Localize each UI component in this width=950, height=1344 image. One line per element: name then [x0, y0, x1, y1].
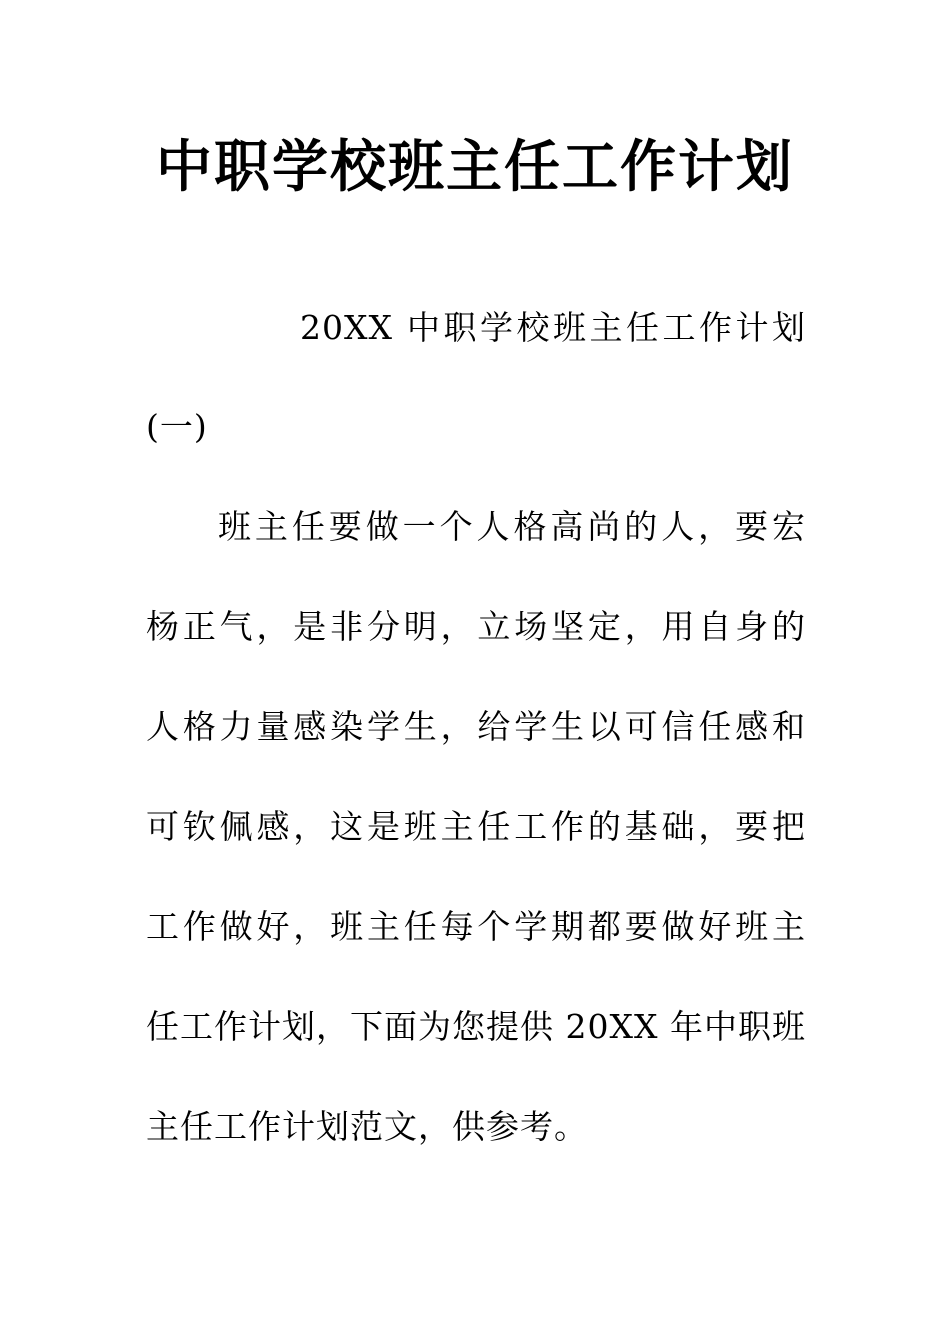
paragraph-line: 人格力量感染学生，给学生以可信任感和 — [146, 707, 806, 746]
paragraph-line: 班主任要做一个人格高尚的人，要宏 — [218, 507, 806, 546]
paragraph-line: 杨正气，是非分明，立场坚定，用自身的 — [146, 607, 806, 646]
paragraph-line: 主任工作计划范文，供参考。 — [146, 1107, 588, 1146]
subtitle-line-2: (一) — [146, 407, 208, 446]
paragraph-line: 任工作计划，下面为您提供 20XX 年中职班 — [146, 1007, 806, 1046]
document-title: 中职学校班主任工作计划 — [156, 135, 794, 200]
paragraph-line: 可钦佩感，这是班主任工作的基础，要把 — [146, 807, 806, 846]
paragraph-line: 工作做好，班主任每个学期都要做好班主 — [146, 907, 806, 946]
subtitle-line-1: 20XX 中职学校班主任工作计划 — [300, 308, 806, 347]
